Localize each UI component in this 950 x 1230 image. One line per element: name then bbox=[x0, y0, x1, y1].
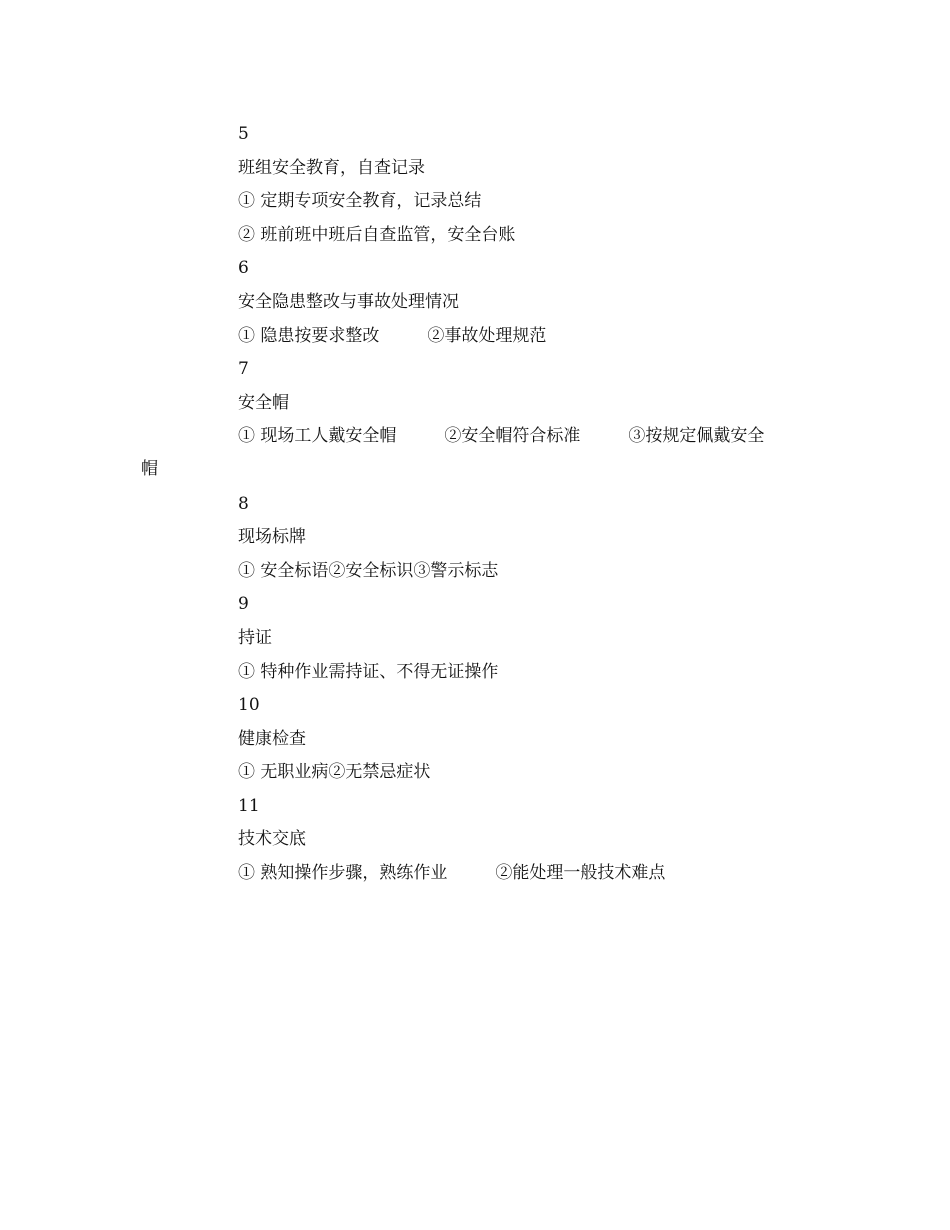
item-detail bbox=[238, 420, 838, 454]
item-detail-part: ① 现场工人戴安全帽 bbox=[238, 426, 397, 447]
wrapped-text-tail: 帽 bbox=[141, 459, 158, 479]
wrap-spacer bbox=[238, 454, 838, 488]
item-title: 持证 bbox=[238, 627, 272, 648]
item-detail-part: ②安全帽符合标准 bbox=[444, 426, 581, 447]
item-detail: ① 无职业病②无禁忌症状 bbox=[238, 762, 431, 783]
item-number: 9 bbox=[238, 594, 249, 615]
item-number: 5 bbox=[238, 124, 249, 144]
item-detail: ① 安全标语②安全标识③警示标志 bbox=[238, 560, 499, 581]
item-title: 健康检查 bbox=[238, 728, 306, 749]
document-content bbox=[238, 118, 838, 891]
item-detail: ① 特种作业需持证、不得无证操作 bbox=[238, 661, 499, 682]
item-detail-part: ③按规定佩戴安全 bbox=[628, 426, 765, 447]
item-number: 7 bbox=[238, 359, 249, 380]
item-detail-part: ① 熟知操作步骤，熟练作业 bbox=[238, 863, 448, 884]
item-number: 8 bbox=[238, 493, 249, 514]
item-detail-part: ① 隐患按要求整改 bbox=[238, 325, 380, 346]
item-detail-part: ②能处理一般技术难点 bbox=[495, 863, 666, 884]
item-number: 6 bbox=[238, 258, 249, 279]
item-detail bbox=[238, 857, 838, 891]
item-title: 安全隐患整改与事故处理情况 bbox=[238, 291, 459, 312]
item-detail-part: ②事故处理规范 bbox=[427, 325, 547, 346]
item-number: 11 bbox=[238, 795, 260, 816]
item-title: 安全帽 bbox=[238, 392, 289, 413]
item-title: 技术交底 bbox=[238, 829, 306, 850]
item-title: 班组安全教育，自查记录 bbox=[238, 157, 425, 178]
item-detail: ① 定期专项安全教育，记录总结 bbox=[238, 191, 482, 212]
item-detail: ② 班前班中班后自查监管，安全台账 bbox=[238, 224, 516, 245]
item-number: 10 bbox=[238, 695, 260, 716]
item-detail bbox=[238, 320, 838, 354]
item-title: 现场标牌 bbox=[238, 527, 306, 548]
